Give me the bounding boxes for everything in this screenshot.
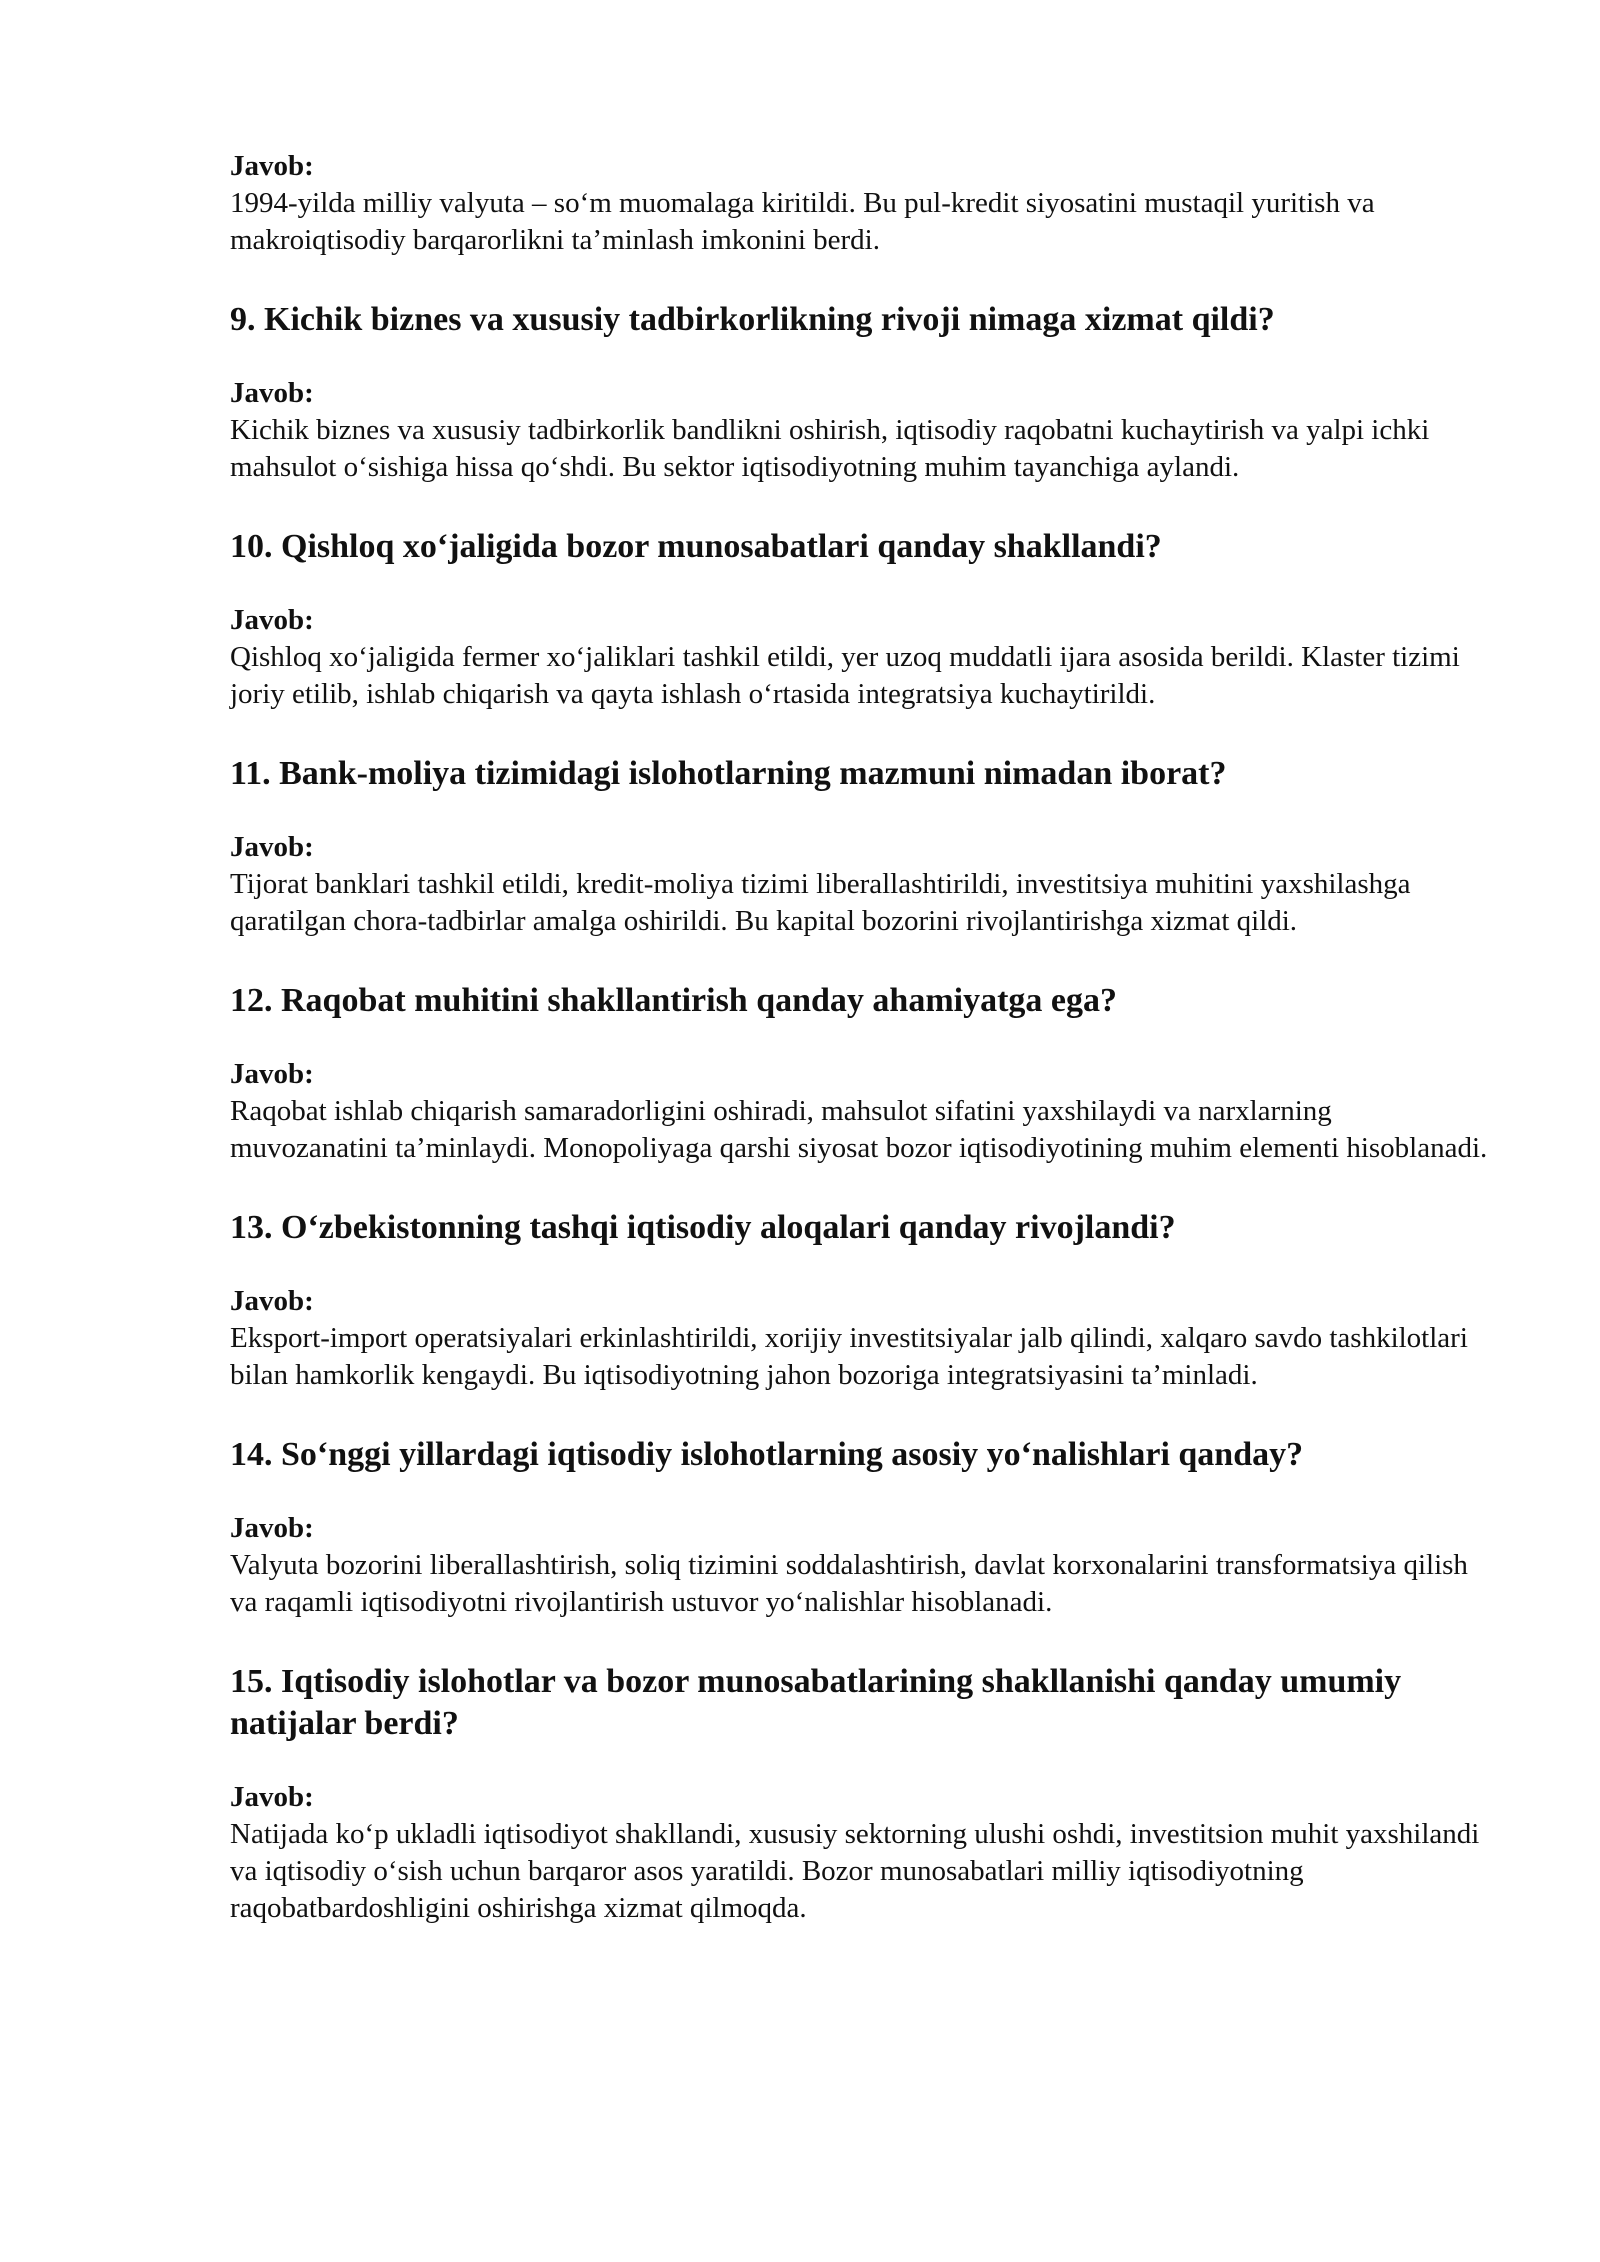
question-heading: 14. So‘nggi yillardagi iqtisodiy islohotlarning asosiy yo‘nalishlari qanday?	[230, 1436, 1304, 1473]
qa-item-14	[230, 1434, 1490, 1621]
question-heading: 9. Kichik biznes va xususiy tadbirkorlikning rivoji nimaga xizmat qildi?	[230, 301, 1275, 338]
answer-text: 1994-yilda milliy valyuta – so‘m muomalaga kiritildi. Bu pul-kredit siyosatini mustaqil yuritish va makroiqtisodiy barqarorlikni ta’minlash imkonini berdi.	[230, 187, 1375, 256]
document-page	[230, 148, 1490, 1927]
answer-label: Javob:	[230, 377, 314, 409]
answer-label: Javob:	[230, 1781, 314, 1813]
question-heading: 12. Raqobat muhitini shakllantirish qanday ahamiyatga ega?	[230, 982, 1118, 1019]
qa-item-10	[230, 526, 1490, 713]
question-heading: 11. Bank-moliya tizimidagi islohotlarning mazmuni nimadan iborat?	[230, 755, 1227, 792]
question-heading: 15. Iqtisodiy islohotlar va bozor munosabatlarining shakllanishi qanday umumiy natijalar berdi?	[230, 1663, 1402, 1742]
answer-label: Javob:	[230, 831, 314, 863]
answer-label: Javob:	[230, 604, 314, 636]
qa-item-12	[230, 980, 1490, 1167]
qa-item-11	[230, 753, 1490, 940]
qa-item-9	[230, 299, 1490, 486]
answer-label: Javob:	[230, 1285, 314, 1317]
answer-text: Natijada ko‘p ukladli iqtisodiyot shakllandi, xususiy sektorning ulushi oshdi, investitsion muhit yaxshilandi va iqtisodiy o‘sish uchun barqaror asos yaratildi. Bozor munosabatlari milliy iqtisodiyotning raqobatbardoshligini oshirishga xizmat qilmoqda.	[230, 1818, 1480, 1924]
answer-text: Kichik biznes va xususiy tadbirkorlik bandlikni oshirish, iqtisodiy raqobatni kuchaytirish va yalpi ichki mahsulot o‘sishiga hissa qo‘shdi. Bu sektor iqtisodiyotning muhim tayanchiga aylandi.	[230, 414, 1430, 483]
answer-label: Javob:	[230, 150, 314, 182]
intro-answer-block	[230, 148, 1490, 259]
answer-label: Javob:	[230, 1058, 314, 1090]
answer-text: Valyuta bozorini liberallashtirish, soliq tizimini soddalashtirish, davlat korxonalarini transformatsiya qilish va raqamli iqtisodiyotni rivojlantirish ustuvor yo‘nalishlar hisoblanadi.	[230, 1549, 1468, 1618]
answer-text: Raqobat ishlab chiqarish samaradorligini oshiradi, mahsulot sifatini yaxshilaydi va narxlarning muvozanatini ta’minlaydi. Monopoliyaga qarshi siyosat bozor iqtisodiyotining muhim elementi hisoblanadi.	[230, 1095, 1488, 1164]
qa-item-15	[230, 1661, 1490, 1927]
question-heading: 13. O‘zbekistonning tashqi iqtisodiy aloqalari qanday rivojlandi?	[230, 1209, 1176, 1246]
answer-text: Tijorat banklari tashkil etildi, kredit-moliya tizimi liberallashtirildi, investitsiya muhitini yaxshilashga qaratilgan chora-tadbirlar amalga oshirildi. Bu kapital bozorini rivojlantirishga xizmat qildi.	[230, 868, 1411, 937]
answer-label: Javob:	[230, 1512, 314, 1544]
qa-item-13	[230, 1207, 1490, 1394]
question-heading: 10. Qishloq xo‘jaligida bozor munosabatlari qanday shakllandi?	[230, 528, 1162, 565]
answer-text: Eksport-import operatsiyalari erkinlashtirildi, xorijiy investitsiyalar jalb qilindi, xalqaro savdo tashkilotlari bilan hamkorlik kengaydi. Bu iqtisodiyotning jahon bozoriga integratsiyasini ta’minladi.	[230, 1322, 1468, 1391]
answer-text: Qishloq xo‘jaligida fermer xo‘jaliklari tashkil etildi, yer uzoq muddatli ijara asosida berildi. Klaster tizimi joriy etilib, ishlab chiqarish va qayta ishlash o‘rtasida integratsiya kuchaytirildi.	[230, 641, 1460, 710]
